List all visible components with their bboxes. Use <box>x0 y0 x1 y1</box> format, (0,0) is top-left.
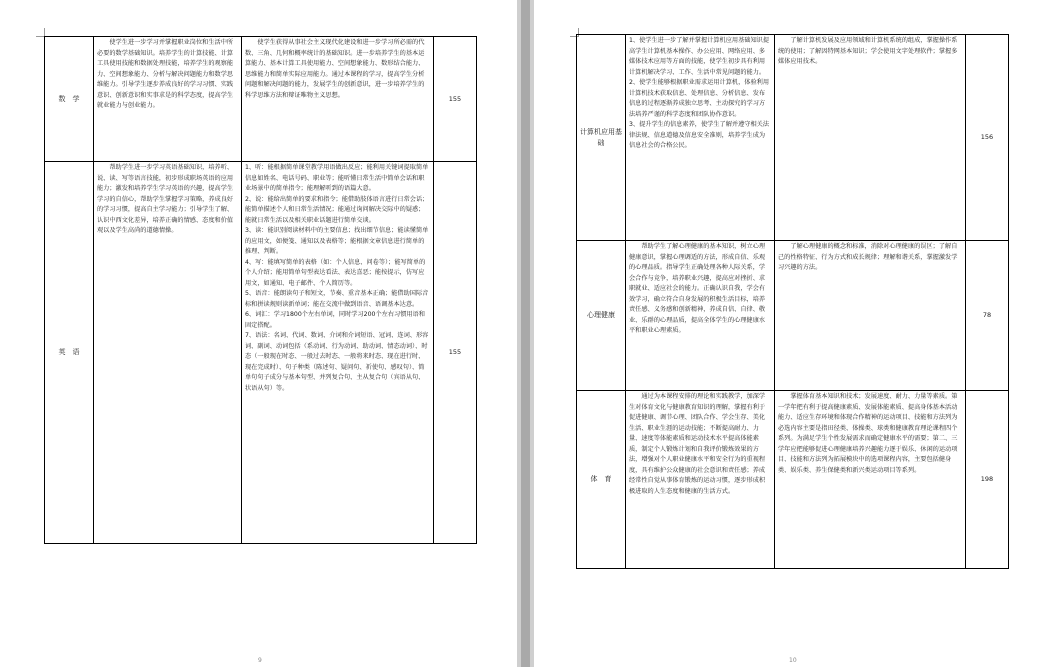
content-text: 了解计算机发展及应用领域和计算机系统的组成，掌握操作系统的使用；了解因特网基本知识；学会使用文字处理软件；掌握多媒体应用技术。 <box>778 37 958 65</box>
content-cell <box>242 37 434 162</box>
table-row <box>45 37 477 162</box>
hours-cell: 155 <box>434 37 477 162</box>
objective-text: 帮助学生了解心理健康的基本知识，树立心理健康意识，掌握心理调适的方法，形成自信、乐观的心理品质。指导学生正确处理各种人际关系，学会合作与竞争，培养职业兴趣，提高应对挫折、求职就业、适应社会的能力。正确认识自我，学会有效学习，确立符合自身发展的积极生活目标，培养责任感、义务感和创新精神，养成自信、自律、敬业、乐群的心理品质，提高全体学生的心理健康水平和职业心理素质。 <box>629 243 766 334</box>
objective-cell <box>626 391 775 569</box>
content-text: 掌握体育基本知识和技术；发展速度、耐力、力量等素质。第一学年把有利于提高健康素质、发展体能素质、提高身体基本活动能力、适应生存环境和体现合作精神的运动项目、技能和方法列为必选内容主要是指田径类、体操类、球类和健康教育理论课程四个系列。为满足学生个性发展需求而确定健康水平的需要；第二、三学年应把能够促进心理健康培养兴趣能力逐于娱乐、休闲的运动项目、技能和方法列为拓展模块中的选项课程内容，主要包括健身类、娱乐类、养生保健类和新兴类运动项目等系列。 <box>778 393 958 474</box>
subject-cell: 英 语 <box>45 162 94 544</box>
subject-cell: 数 学 <box>45 37 94 162</box>
table-row <box>577 241 1009 391</box>
hours-cell: 156 <box>966 35 1009 241</box>
curriculum-table-left <box>44 36 477 544</box>
page-number: 9 <box>258 657 262 664</box>
document-page-left <box>0 0 517 667</box>
objective-cell <box>626 241 775 391</box>
objective-text: 1、使学生进一步了解并掌握计算机应用基础知识提高学生计算机基本操作、办公应用、网络应用、多媒体技术应用等方面的技能，使学生初步具有利用计算机解决学习、工作、生活中常见问题的能力。 2、使学生能够根据职业需求运用计算机，体验利用计算机技术获取信息、处理信息、分析信息、发布信息的过程逐渐养成独立思考、主动探究的学习方法培养严谨的科学态度和团队协作意识。 3、提升学生的信息素养，使学生了解并遵守相关法律法规、信息道德及信息安全准则，培养学生成为信息社会的合格公民。 <box>629 37 770 149</box>
table-row <box>45 162 477 544</box>
content-text: 1、听：能根据简单课堂教学用语做出反应；能利用关键词提取简单信息如姓名、电话号码、职业等；能听懂日常生活中简单会话和职业场景中的简单指令；能理解听到的语篇大意。 2、说：能给出简单的要求和指令；能借助肢体语言进行日常会话；能简单描述个人和日常生活情况；能通过询问解决交际中的疑惑；能就日常生活以及相关职业话题进行简单交谈。 3、读：能识别阅读材料中的主要信息；找出细节信息；能读懂简单的应用文，如便笺、通知以及表格等；能根据文章信息进行简单的推理、判断。 4、写：能填写简单的表格（如：个人信息、问卷等）；能写简单的个人介绍；能用简单句型表达看法、表达喜恶；能按提示，仿写应用文，如通知、电子邮件、个人简历等。 5、语音：能朗读句子和短文，节奏、重音基本正确；能借助国际音标和拼读规则读新单词；能在交流中做到语音、语调基本达意。 6、词汇：学习1800个左右单词，同时学习200个左右习惯用语和固定搭配。 7、语法：名词、代词、数词、介词和介词短语、冠词、连词、形容词、副词、动词包括（系动词、行为动词、助动词、情态动词）、时态（一般现在时态、一般过去时态、一般将来时态、现在进行时、现在完成时）、句子种类（陈述句、疑问句、祈使句、感叹句）、简单句句子成分与基本句型、并列复合句、主从复合句（宾语从句、状语从句）等。 <box>245 164 429 392</box>
content-text: 了解心理健康的概念和标准，消除对心理健康的误区；了解自己的性格特征、行为方式和成长规律；理解和谐关系，掌握激发学习兴趣的方法。 <box>778 243 958 271</box>
table-row <box>577 391 1009 569</box>
hours-cell: 198 <box>966 391 1009 569</box>
content-cell <box>242 162 434 544</box>
table-row <box>577 35 1009 241</box>
objective-text: 帮助学生进一步学习英语基础知识，培养听、说、读、写等语言技能，初步形成职场英语的应用能力；激发和培养学生学习英语的兴趣，提高学生学习的自信心，帮助学生掌握学习策略，养成良好的学习习惯，提高自主学习能力；引导学生了解、认识中西文化差异，培养正确的情感、态度和价值观以及学生高尚的道德情操。 <box>97 164 234 234</box>
subject-cell: 计算机应用基础 <box>577 35 626 241</box>
objective-cell <box>94 37 242 162</box>
objective-text: 通过为本课程安排的理论和实践教学，加深学生对体育文化与健康教育知识的理解，掌握有利于促进健康、调节心理、团队合作、学会生存、美化生活、职业生涯的运动技能；不断提高耐力、力量、速度等体能素质和运动技术水平提高体能素质，制定个人锻炼计划和自我评价锻炼效果的方法，增强对个人职业健康水平和安全行为的重视程度，具有维护公众健康的社会意识和责任感；养成经常性自觉从事体育锻炼的运动习惯，逐步形成积极进取的人生态度和健康的生活方式。 <box>629 393 766 495</box>
page-gap-divider <box>517 0 534 667</box>
content-cell <box>775 35 966 241</box>
subject-cell: 心理健康 <box>577 241 626 391</box>
content-text: 使学生获得从事社会主义现代化建设和进一步学习所必需的代数、三角、几何和概率统计的基础知识。进一步培养学生的基本运算能力、基本计算工具使用能力、空间想象能力、数形结合能力、思维能力和简单实际应用能力。通过本课程的学习，提高学生分析问题和解决问题的能力，发展学生的创新意识，进一步培养学生的科学思维方法和辩证唯物主义思想。 <box>245 39 425 99</box>
hours-cell: 78 <box>966 241 1009 391</box>
objective-cell <box>626 35 775 241</box>
objective-text: 使学生进一步学习并掌握职业岗位和生活中所必要的数学基础知识。培养学生的计算技能、计算工具使用技能和数据处理技能，培养学生的观察能力、空间想象能力、分析与解决问题能力和数学思维能力。引导学生逐步养成良好的学习习惯、实践意识、创新意识和实事求是的科学态度，提高学生就业能力与创业能力。 <box>97 39 234 109</box>
curriculum-table-right <box>576 34 1009 569</box>
hours-cell: 155 <box>434 162 477 544</box>
content-cell <box>775 241 966 391</box>
document-page-right <box>534 0 1049 667</box>
content-cell <box>775 391 966 569</box>
objective-cell <box>94 162 242 544</box>
subject-cell: 体 育 <box>577 391 626 569</box>
page-number: 10 <box>789 657 797 664</box>
